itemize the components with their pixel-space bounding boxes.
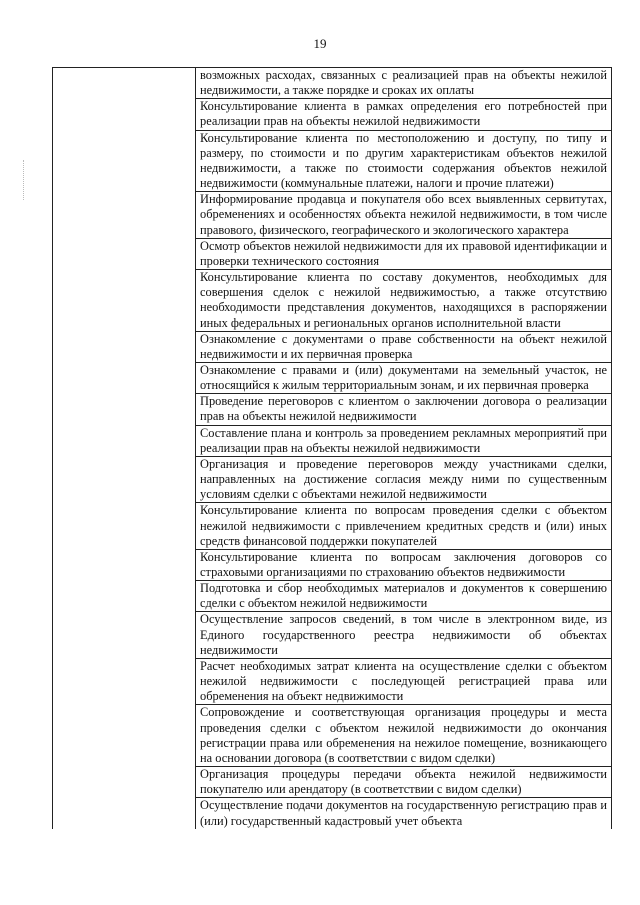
table-cell: Расчет необходимых затрат клиента на осуществление сделки с объектом нежилой недвижимости с последующей регистрацией права или обременения на объект недвижимости — [196, 658, 612, 704]
table-cell: Организация и проведение переговоров между участниками сделки, направленных на достижение согласия между ними по существенным условиям сделки с объектами нежилой недвижимости — [196, 456, 612, 502]
table-cell: возможных расходах, связанных с реализацией прав на объекты нежилой недвижимости, а также порядке и сроках их оплаты — [196, 68, 612, 99]
table-cell: Осмотр объектов нежилой недвижимости для их правовой идентификации и проверки технического состояния — [196, 238, 612, 269]
table-cell: Консультирование клиента в рамках определения его потребностей при реализации прав на объекты нежилой недвижимости — [196, 99, 612, 130]
table-cell: Осуществление запросов сведений, в том числе в электронном виде, из Единого государственного реестра недвижимости об объектах недвижимости — [196, 612, 612, 658]
table-cell: Ознакомление с правами и (или) документами на земельный участок, не относящийся к жилым территориальным зонам, и их первичная проверка — [196, 362, 612, 393]
scan-artifact — [23, 160, 26, 200]
labor-functions-table — [52, 67, 612, 829]
table-cell: Консультирование клиента по составу документов, необходимых для совершения сделок с нежилой недвижимостью, а также отсутствию необходимости представления документов, находящихся в распоряжении иных федеральных и региональных органов исполнительной власти — [196, 270, 612, 332]
table-cell: Консультирование клиента по вопросам заключения договоров со страховыми организациями по страхованию объектов недвижимости — [196, 549, 612, 580]
table-cell: Проведение переговоров с клиентом о заключении договора о реализации прав на объекты нежилой недвижимости — [196, 394, 612, 425]
table-cell: Организация процедуры передачи объекта нежилой недвижимости покупателю или арендатору (в соответствии с видом сделки) — [196, 767, 612, 798]
table-cell: Подготовка и сбор необходимых материалов и документов к совершению сделки с объектом нежилой недвижимости — [196, 581, 612, 612]
table-left-column — [53, 68, 196, 829]
table-cell: Консультирование клиента по вопросам проведения сделки с объектом нежилой недвижимости с привлечением кредитных средств и (или) иных средств финансовой поддержки покупателей — [196, 503, 612, 549]
table-cell: Ознакомление с документами о праве собственности на объект нежилой недвижимости и их первичная проверка — [196, 331, 612, 362]
table-cell: Сопровождение и соответствующая организация процедуры и места проведения сделки с объектом нежилой недвижимости до окончания регистрации права или обременения на нежилое помещение, возникающего на основании договора (в соответствии с видом сделки) — [196, 705, 612, 767]
table-cell: Информирование продавца и покупателя обо всех выявленных сервитутах, обременениях и особенностях объекта нежилой недвижимости, в том числе правового, физического, географического и экологического характера — [196, 192, 612, 238]
table-cell: Консультирование клиента по местоположению и доступу, по типу и размеру, по стоимости и по другим характеристикам объектов нежилой недвижимости, а также по стоимости содержания объектов нежилой недвижимости (коммунальные платежи, налоги и прочие платежи) — [196, 130, 612, 192]
table-cell: Составление плана и контроль за проведением рекламных мероприятий при реализации прав на объекты нежилой недвижимости — [196, 425, 612, 456]
table-cell: Осуществление подачи документов на государственную регистрацию прав и (или) государственный кадастровый учет объекта — [196, 798, 612, 829]
page-number: 19 — [313, 36, 327, 51]
table-row — [53, 68, 612, 99]
